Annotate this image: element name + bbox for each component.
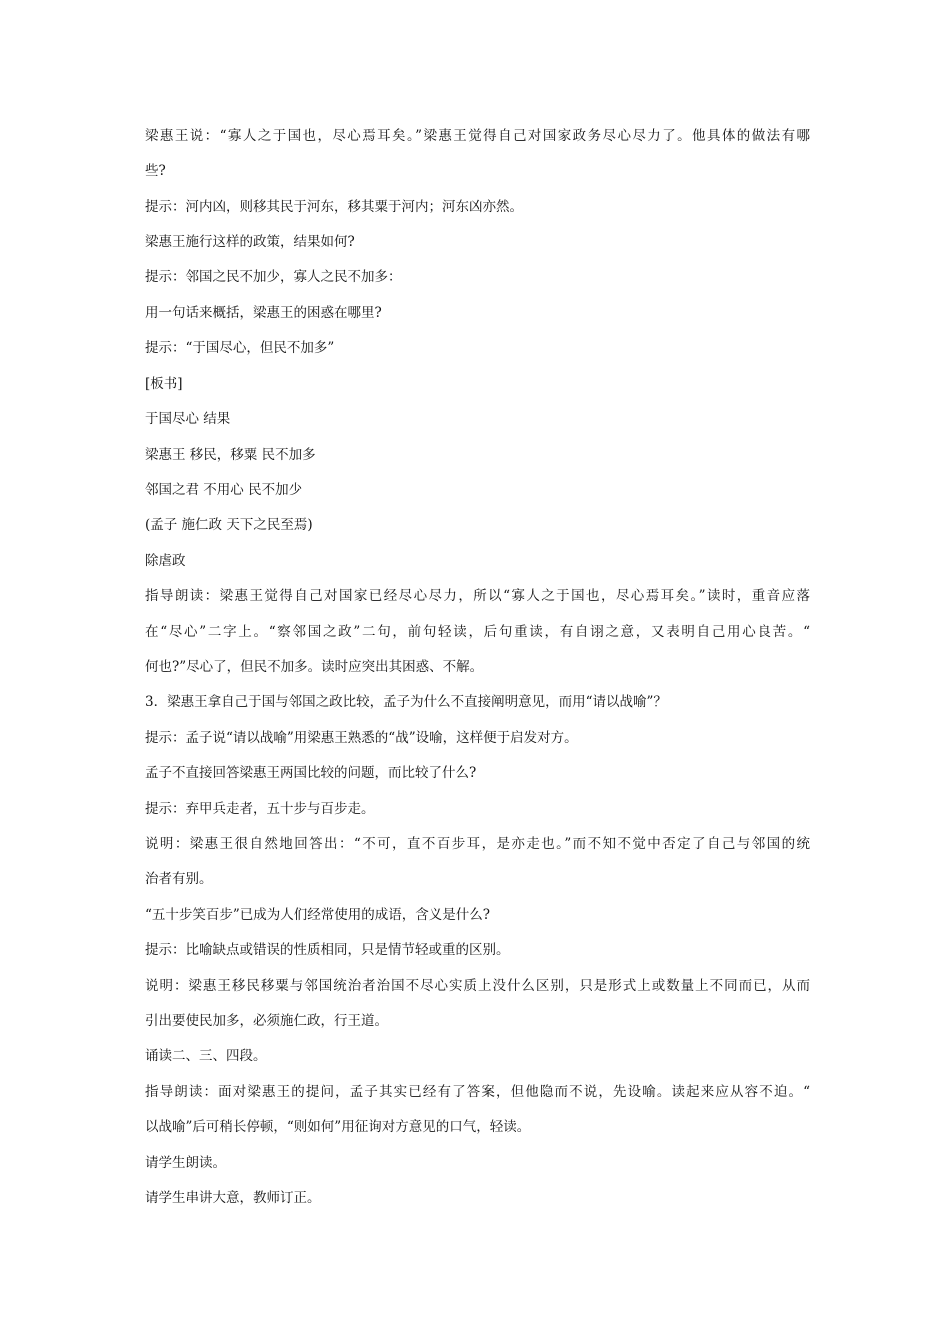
paragraph-line: 提示：孟子说“请以战喻”用梁惠王熟悉的“战”设喻，这样便于启发对方。 bbox=[145, 730, 578, 746]
paragraph-line: 诵读二、三、四段。 bbox=[145, 1048, 267, 1064]
paragraph-line: 以战喻”后可稍长停顿，“则如何”用征询对方意见的口气，轻读。 bbox=[145, 1119, 531, 1135]
paragraph-line: 梁惠王 移民，移粟 民不加多 bbox=[145, 447, 316, 463]
paragraph-line: [板书] bbox=[145, 376, 183, 392]
paragraph-line: 提示：河内凶，则移其民于河东，移其粟于河内；河东凶亦然。 bbox=[145, 199, 523, 215]
paragraph-line: 梁惠王说：“寡人之于国也，尽心焉耳矣。”梁惠王觉得自己对国家政务尽心尽力了。他具体的做法有哪 bbox=[145, 128, 810, 144]
paragraph-line: 说明：梁惠王很自然地回答出：“不可，直不百步耳，是亦走也。”而不知不觉中否定了自己与邻国的统 bbox=[145, 836, 810, 852]
paragraph-line: 请学生朗读。 bbox=[145, 1155, 226, 1171]
paragraph-line: 用一句话来概括，梁惠王的困惑在哪里? bbox=[145, 305, 382, 321]
paragraph-line: 3．梁惠王拿自己于国与邻国之政比较，孟子为什么不直接阐明意见，而用“请以战喻”？ bbox=[145, 694, 667, 710]
paragraph-line: 引出要使民加多，必须施仁政，行王道。 bbox=[145, 1013, 388, 1029]
paragraph-line: 请学生串讲大意，教师订正。 bbox=[145, 1190, 321, 1206]
paragraph-line: 些? bbox=[145, 163, 166, 179]
paragraph-line: “五十步笑百步”已成为人们经常使用的成语，含义是什么? bbox=[145, 907, 491, 923]
paragraph-line: 提示：比喻缺点或错误的性质相同，只是情节轻或重的区别。 bbox=[145, 942, 510, 958]
paragraph-line: 指导朗读：面对梁惠王的提问，孟子其实已经有了答案，但他隐而不说，先设喻。读起来应从容不迫。“ bbox=[145, 1084, 810, 1100]
paragraph-line: 除虐政 bbox=[145, 553, 186, 569]
paragraph-line: 何也?”尽心了，但民不加多。读时应突出其困惑、不解。 bbox=[145, 659, 484, 675]
paragraph-line: 邻国之君 不用心 民不加少 bbox=[145, 482, 303, 498]
paragraph-line: 指导朗读：梁惠王觉得自己对国家已经尽心尽力，所以“寡人之于国也，尽心焉耳矣。”读时，重音应落 bbox=[145, 588, 810, 604]
paragraph-line: 提示：弃甲兵走者，五十步与百步走。 bbox=[145, 801, 375, 817]
paragraph-line: 在“尽心”二字上。“察邻国之政”二句，前句轻读，后句重读，有自诩之意，又表明自己用心良苦。“ bbox=[145, 624, 810, 640]
paragraph-line: 梁惠王施行这样的政策，结果如何? bbox=[145, 234, 355, 250]
paragraph-line: 提示：“于国尽心，但民不加多” bbox=[145, 340, 335, 356]
paragraph-line: 提示：邻国之民不加少，寡人之民不加多： bbox=[145, 269, 402, 285]
paragraph-line: 孟子不直接回答梁惠王两国比较的问题，而比较了什么? bbox=[145, 765, 477, 781]
paragraph-line: 说明：梁惠王移民移粟与邻国统治者治国不尽心实质上没什么区别，只是形式上或数量上不同而已，从而 bbox=[145, 978, 810, 994]
paragraph-line: 于国尽心 结果 bbox=[145, 411, 231, 427]
paragraph-line: 治者有别。 bbox=[145, 871, 213, 887]
paragraph-line: (孟子 施仁政 天下之民至焉) bbox=[145, 517, 313, 533]
